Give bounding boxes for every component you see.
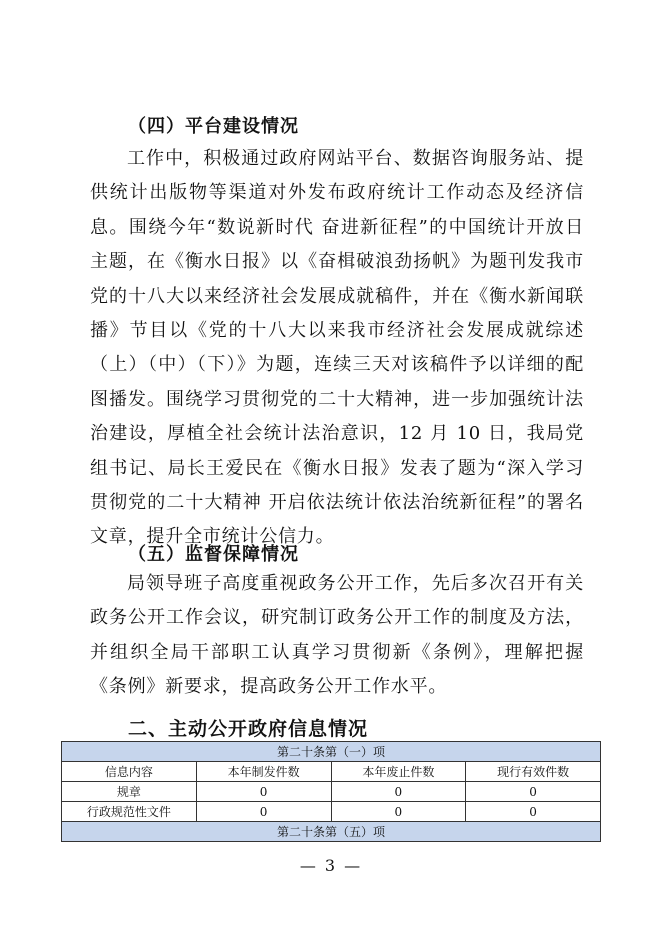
table-header-cell: 信息内容	[62, 762, 197, 782]
platform-paragraph: 工作中，积极通过政府网站平台、数据咨询服务站、提供统计出版物等渠道对外发布政府统计工作动态及经济信息。围绕今年“数说新时代 奋进新征程”的中国统计开放日主题，在《衡水日报》以《奋楫破浪劲扬帆》为题刊发我市党的十八大以来经济社会发展成就稿件，并在《衡水新闻联播》节目以《党的十八大以来我市经济社会发展成就综述（上）（中）（下）》为题，连续三天对该稿件予以详细的配图播发。围绕学习贯彻党的二十大精神，进一步加强统计法治建设，厚植全社会统计法治意识，12 月 10 日，我局党组书记、局长王爱民在《衡水日报》发表了题为“深入学习贯彻党的二十大精神 开启依法统计依法治统新征程”的署名文章，提升全市统计公信力。	[90, 148, 584, 548]
table-cell: 规章	[62, 782, 197, 802]
table-cell: 0	[331, 782, 466, 802]
table-cell: 0	[466, 782, 601, 802]
table-band-cell: 第二十条第（五）项	[62, 822, 601, 842]
table-row	[62, 802, 601, 822]
table-cell: 0	[331, 802, 466, 822]
table-band-cell: 第二十条第（一）项	[62, 742, 601, 762]
section-two-heading: 二、主动公开政府信息情况	[128, 718, 369, 740]
table-cell: 0	[196, 782, 331, 802]
table-cell: 0	[466, 802, 601, 822]
table-header-cell: 本年制发件数	[196, 762, 331, 782]
supervision-heading: （五）监督保障情况	[128, 544, 299, 565]
table-band-row	[62, 742, 601, 762]
table-band-row	[62, 822, 601, 842]
supervision-paragraph: 局领导班子高度重视政务公开工作，先后多次召开有关政务公开工作会议，研究制订政务公开工作的制度及方法，并组织全局干部职工认真学习贯彻新《条例》，理解把握《条例》新要求，提高政务公开工作水平。	[90, 573, 584, 698]
government-info-table	[61, 741, 601, 842]
table-header-row	[62, 762, 601, 782]
table-cell: 行政规范性文件	[62, 802, 197, 822]
platform-heading: （四）平台建设情况	[128, 116, 299, 137]
table-header-cell: 现行有效件数	[466, 762, 601, 782]
table-row	[62, 782, 601, 802]
table-header-cell: 本年废止件数	[331, 762, 466, 782]
table-cell: 0	[196, 802, 331, 822]
page-number: — 3 —	[299, 856, 363, 875]
